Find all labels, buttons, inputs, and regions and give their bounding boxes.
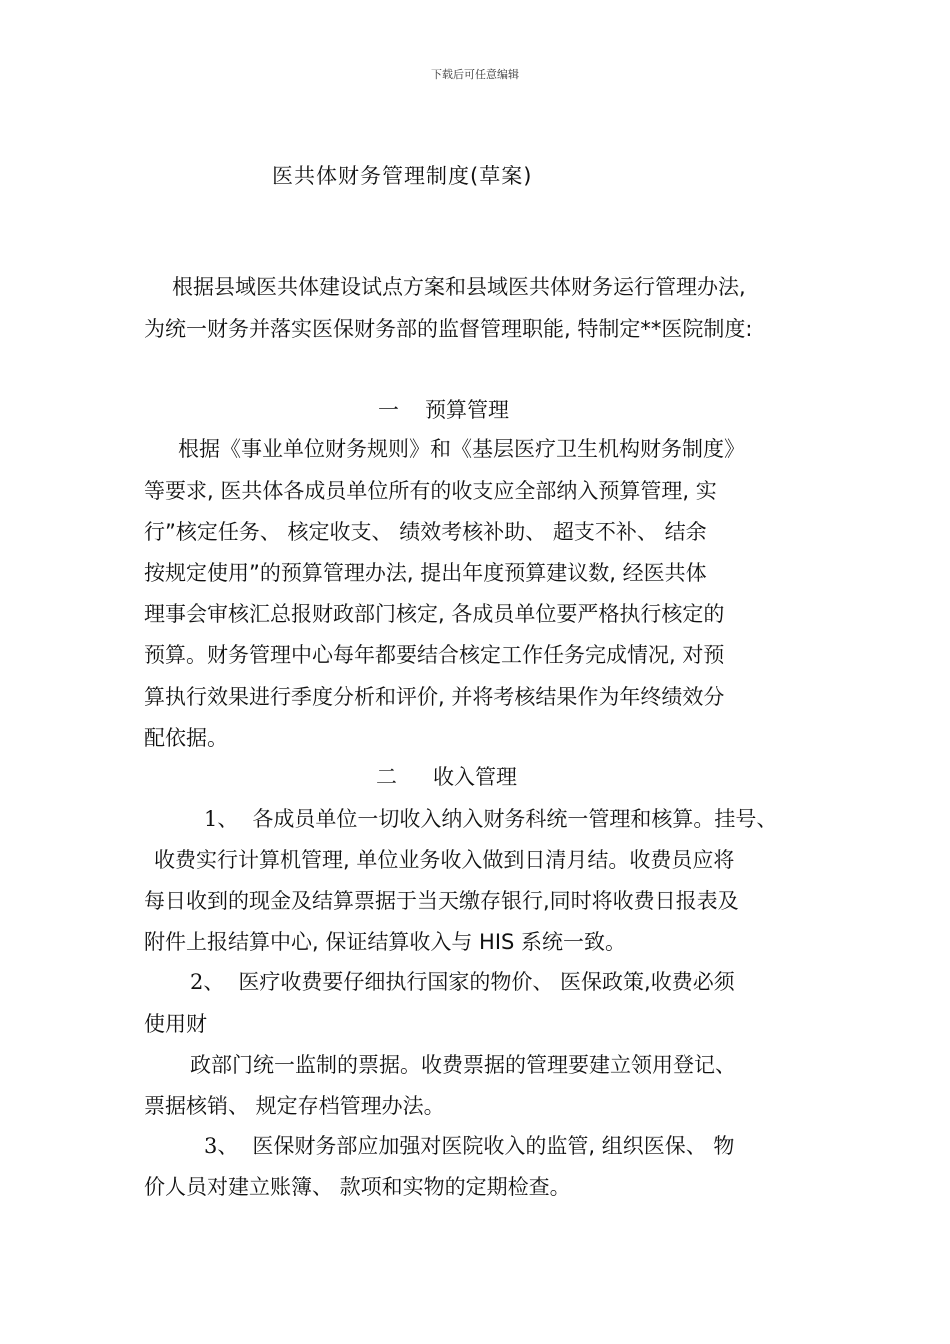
- item3-text: 医保财务部应加强对医院收入的监管, 组织医保、 物: [252, 1134, 735, 1158]
- section1-heading-text: 预算管理: [425, 398, 509, 422]
- item1-line-1: [204, 804, 777, 834]
- section1-line: 算执行效果进行季度分析和评价, 并将考核结果作为年终绩效分: [144, 685, 725, 709]
- section1-line: 按规定使用”的预算管理办法, 提出年度预算建议数, 经医共体: [144, 561, 707, 585]
- item3-line: 价人员对建立账簿、 款项和实物的定期检查。: [144, 1175, 571, 1199]
- section1-line: 根据《事业单位财务规则》和《基层医疗卫生机构财务制度》: [178, 437, 745, 461]
- item2-line: 票据核销、 规定存档管理办法。: [144, 1094, 445, 1118]
- item3-number: 3、: [204, 1134, 239, 1158]
- item3-line-1: [204, 1131, 734, 1161]
- section1-line: 等要求, 医共体各成员单位所有的收支应全部纳入预算管理, 实: [144, 479, 717, 503]
- item2-number: 2、: [190, 970, 225, 994]
- intro-line-1: 根据县域医共体建设试点方案和县域医共体财务运行管理办法,: [172, 275, 746, 299]
- item1-line: 每日收到的现金及结算票据于当天缴存银行,同时将收费日报表及: [144, 889, 739, 913]
- item2-text: 医疗收费要仔细执行国家的物价、 医保政策,收费必须: [238, 970, 735, 994]
- item1-line: 附件上报结算中心, 保证结算收入与 HIS 系统一致。: [144, 930, 627, 954]
- section1-heading-number: 一: [378, 398, 399, 422]
- section1-line: 行”核定任务、 核定收支、 绩效考核补助、 超支不补、 结余: [144, 520, 707, 544]
- intro-line-2: 为统一财务并落实医保财务部的监督管理职能, 特制定**医院制度:: [144, 317, 753, 341]
- document-title: 医共体财务管理制度(草案): [272, 164, 533, 188]
- item2-line: 政部门统一监制的票据。收费票据的管理要建立领用登记、: [190, 1053, 736, 1077]
- section1-line: 理事会审核汇总报财政部门核定, 各成员单位要严格执行核定的: [144, 602, 725, 626]
- section1-line: 预算。财务管理中心每年都要结合核定工作任务完成情况, 对预: [144, 643, 725, 667]
- section2-heading-number: 二: [376, 765, 397, 789]
- item1-text: 各成员单位一切收入纳入财务科统一管理和核算。挂号、: [252, 807, 778, 831]
- item1-line: 收费实行计算机管理, 单位业务收入做到日清月结。收费员应将: [154, 848, 735, 872]
- item2-line: 使用财: [144, 1012, 207, 1036]
- section1-line: 配依据。: [144, 726, 228, 750]
- section2-heading-text: 收入管理: [433, 765, 517, 789]
- section1-heading: [378, 395, 509, 425]
- item1-number: 1、: [204, 807, 239, 831]
- section2-heading: [376, 762, 517, 792]
- header-note: 下载后可任意编辑: [431, 68, 519, 81]
- item2-line-1: [190, 967, 735, 997]
